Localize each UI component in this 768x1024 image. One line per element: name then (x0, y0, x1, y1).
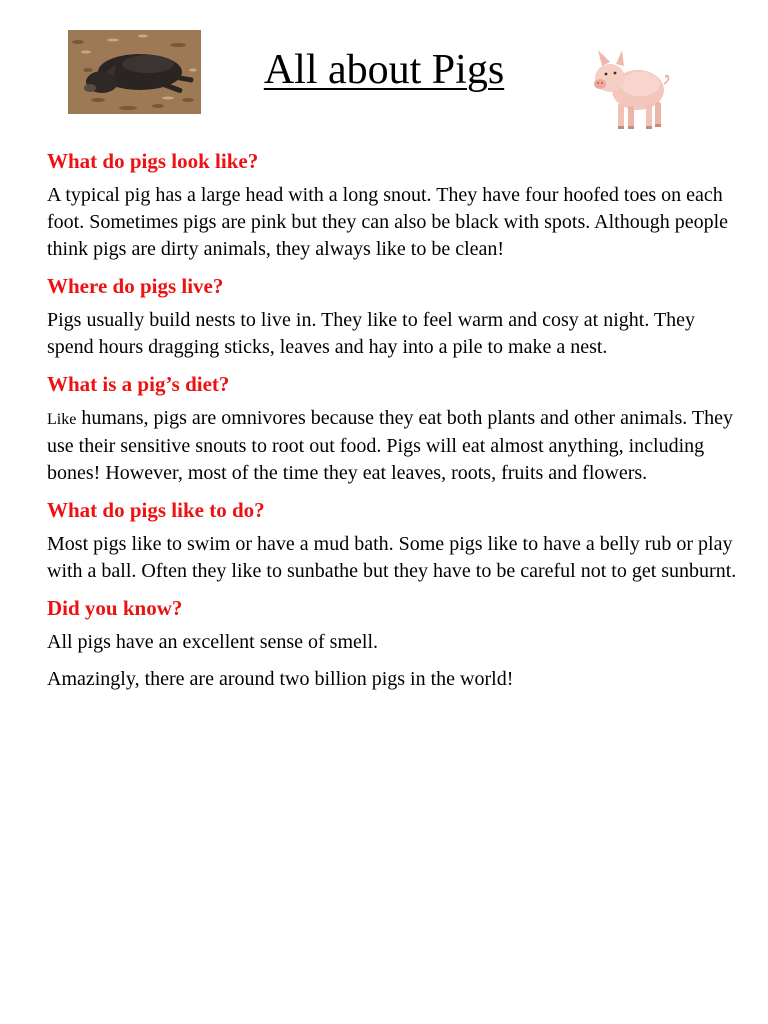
worksheet-content (47, 146, 737, 693)
fact-population: Amazingly, there are around two billion pigs in the world! (47, 668, 514, 690)
section-heading-look: What do pigs look like? (47, 149, 259, 173)
section-text-live: Pigs usually build nests to live in. They like to feel warm and cosy at night. They spend hours dragging sticks, leaves and hay into a pile to make a nest. (47, 309, 696, 358)
section-text-activities: Most pigs like to swim or have a mud bath. Some pigs like to have a belly rub or play with a ball. Often they like to sunbathe but they have to be careful not to get sunburnt. (47, 533, 737, 582)
diet-rest: humans, pigs are omnivores because they eat both plants and other animals. They use their sensitive snouts to root out food. Pigs will eat almost anything, including bones! However, most of the time they eat leaves, roots, fruits and flowers. (47, 407, 734, 484)
page-title: All about Pigs (263, 47, 505, 93)
diet-first-word: Like (47, 411, 77, 428)
section-heading-facts: Did you know? (47, 596, 183, 620)
section-heading-activities: What do pigs like to do? (47, 498, 265, 522)
section-text-diet (47, 405, 737, 487)
section-heading-diet: What is a pig’s diet? (47, 372, 230, 396)
fact-smell: All pigs have an excellent sense of smell. (47, 631, 379, 653)
section-heading-live: Where do pigs live? (47, 274, 224, 298)
section-text-look: A typical pig has a large head with a long snout. They have four hoofed toes on each foot. Sometimes pigs are pink but they can also be black with spots. Although people think pigs are dirty animals, they always like to be clean! (47, 184, 729, 260)
pink-piglet-photo (588, 38, 672, 138)
